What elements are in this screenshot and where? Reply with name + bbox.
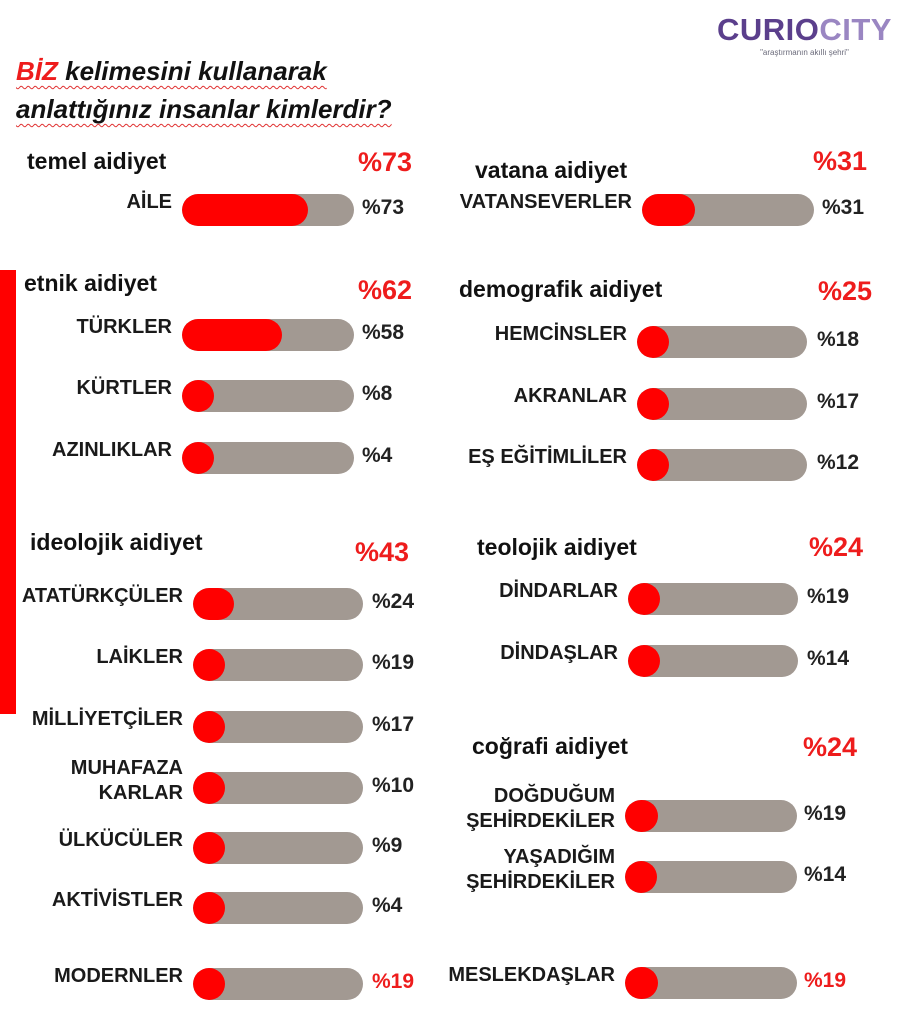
bar-track-muhafaza-karlar xyxy=(193,772,363,804)
bar-label-akranlar: AKRANLAR xyxy=(513,385,627,407)
group-total-ideolojik-aidiyet: %43 xyxy=(355,537,410,567)
logo-part-curio: CURIO xyxy=(716,12,820,47)
bar-value-yaşadiğim-şehi-rdeki-ler: %14 xyxy=(804,863,847,886)
bar-fill-mi-lli-yetçi-ler xyxy=(193,711,225,743)
bar-track-akti-vi-stler xyxy=(193,892,363,924)
bar-value-azinliklar: %4 xyxy=(362,444,393,467)
bar-fill-türkler xyxy=(182,319,282,351)
title-line2: anlattığınız insanlar kimlerdir? xyxy=(16,94,392,124)
group-title-etnik-aidiyet: etnik aidiyet xyxy=(24,270,157,296)
bar-value-akti-vi-stler: %4 xyxy=(372,894,403,917)
bar-value-mi-lli-yetçi-ler: %17 xyxy=(372,713,415,736)
bar-track-vatanseverler xyxy=(642,194,814,226)
bar-track-di-ndarlar xyxy=(628,583,798,615)
bar-value-eş-eği-ti-mli-ler: %12 xyxy=(817,451,860,474)
bar-track-ai-le xyxy=(182,194,354,226)
bar-track-eş-eği-ti-mli-ler xyxy=(637,449,807,481)
bar-track-azinliklar xyxy=(182,442,354,474)
bar-fill-muhafaza-karlar xyxy=(193,772,225,804)
bar-value-di-ndarlar: %19 xyxy=(807,585,850,608)
bar-fill-hemci-nsler xyxy=(637,326,669,358)
bar-value-ai-le: %73 xyxy=(362,196,405,219)
bar-label-eş-eği-ti-mli-ler: EŞ EĞİTİMLİLER xyxy=(468,446,627,468)
group-total-temel-aidiyet: %73 xyxy=(358,147,413,177)
bar-track-modernler xyxy=(193,968,363,1000)
bar-value-lai-kler: %19 xyxy=(372,651,415,674)
bar-fill-eş-eği-ti-mli-ler xyxy=(637,449,669,481)
group-title-vatana-aidiyet: vatana aidiyet xyxy=(475,157,628,183)
group-title-teolojik-aidiyet: teolojik aidiyet xyxy=(477,534,637,560)
bar-track-akranlar xyxy=(637,388,807,420)
bar-label-türkler: TÜRKLER xyxy=(76,316,172,338)
bar-track-yaşadiğim-şehi-rdeki-ler xyxy=(625,861,797,893)
bar-fill-azinliklar xyxy=(182,442,214,474)
logo-part-city: CITY xyxy=(819,12,892,47)
bar-fill-kürtler xyxy=(182,380,214,412)
group-total-demografik-aidiyet: %25 xyxy=(818,276,873,306)
bar-fill-ülkücüler xyxy=(193,832,225,864)
bar-fill-vatanseverler xyxy=(642,194,695,226)
group-title-temel-aidiyet: temel aidiyet xyxy=(27,148,167,174)
bar-value-doğduğum-şehi-rdeki-ler: %19 xyxy=(804,802,847,825)
bar-fill-modernler xyxy=(193,968,225,1000)
bar-track-atatürkçüler xyxy=(193,588,363,620)
group-title-coğrafi-aidiyet: coğrafi aidiyet xyxy=(472,733,628,759)
bar-value-meslekdaşlar: %19 xyxy=(804,969,847,992)
bar-value-ülkücüler: %9 xyxy=(372,834,403,857)
bar-label-muhafaza-karlar: MUHAFAZA KARLAR xyxy=(70,757,183,804)
bar-fill-lai-kler xyxy=(193,649,225,681)
bar-track-mi-lli-yetçi-ler xyxy=(193,711,363,743)
bar-track-ülkücüler xyxy=(193,832,363,864)
bar-label-hemci-nsler: HEMCİNSLER xyxy=(494,323,627,345)
bar-label-di-ndaşlar: DİNDAŞLAR xyxy=(500,642,618,664)
bar-value-kürtler: %8 xyxy=(362,382,393,405)
bar-label-atatürkçüler: ATATÜRKÇÜLER xyxy=(21,585,183,607)
group-total-teolojik-aidiyet: %24 xyxy=(809,532,864,562)
bar-label-kürtler: KÜRTLER xyxy=(76,377,172,399)
bar-fill-di-ndarlar xyxy=(628,583,660,615)
bar-fill-di-ndaşlar xyxy=(628,645,660,677)
bar-value-di-ndaşlar: %14 xyxy=(807,647,850,670)
logo-wordmark xyxy=(717,14,892,45)
bar-value-modernler: %19 xyxy=(372,970,415,993)
bar-value-muhafaza-karlar: %10 xyxy=(372,774,415,797)
bar-track-meslekdaşlar xyxy=(625,967,797,999)
bar-label-di-ndarlar: DİNDARLAR xyxy=(499,580,618,602)
bar-track-kürtler xyxy=(182,380,354,412)
bar-label-modernler: MODERNLER xyxy=(54,965,183,987)
title-highlight: BİZ xyxy=(16,56,58,86)
bar-label-yaşadiğim-şehi-rdeki-ler: YAŞADIĞIM ŞEHİRDEKİLER xyxy=(466,846,615,893)
bar-track-doğduğum-şehi-rdeki-ler xyxy=(625,800,797,832)
bar-value-hemci-nsler: %18 xyxy=(817,328,860,351)
group-total-vatana-aidiyet: %31 xyxy=(813,146,868,176)
bar-fill-akranlar xyxy=(637,388,669,420)
bar-track-hemci-nsler xyxy=(637,326,807,358)
bar-value-türkler: %58 xyxy=(362,321,405,344)
title-rest: kelimesini kullanarak xyxy=(57,56,327,86)
bar-label-akti-vi-stler: AKTİVİSTLER xyxy=(51,889,183,911)
curiocity-logo xyxy=(717,14,892,57)
bar-label-doğduğum-şehi-rdeki-ler: DOĞDUĞUM ŞEHİRDEKİLER xyxy=(466,785,615,832)
bar-fill-yaşadiğim-şehi-rdeki-ler xyxy=(625,861,657,893)
bar-track-lai-kler xyxy=(193,649,363,681)
bar-fill-meslekdaşlar xyxy=(625,967,658,999)
bar-label-vatanseverler: VATANSEVERLER xyxy=(459,191,632,213)
bar-label-mi-lli-yetçi-ler: MİLLİYETÇİLER xyxy=(31,708,183,730)
bar-track-di-ndaşlar xyxy=(628,645,798,677)
bar-track-türkler xyxy=(182,319,354,351)
group-total-coğrafi-aidiyet: %24 xyxy=(803,732,858,762)
bar-fill-ai-le xyxy=(182,194,308,226)
group-title-ideolojik-aidiyet: ideolojik aidiyet xyxy=(30,529,203,555)
bar-value-akranlar: %17 xyxy=(817,390,860,413)
page-title xyxy=(16,52,392,128)
group-total-etnik-aidiyet: %62 xyxy=(358,275,413,305)
bar-value-atatürkçüler: %24 xyxy=(372,590,415,613)
bar-label-azinliklar: AZINLIKLAR xyxy=(52,439,172,461)
bar-value-vatanseverler: %31 xyxy=(822,196,865,219)
bar-fill-doğduğum-şehi-rdeki-ler xyxy=(625,800,658,832)
logo-tagline: "araştırmanın akıllı şehri" xyxy=(760,48,849,57)
bar-fill-atatürkçüler xyxy=(193,588,234,620)
bar-label-meslekdaşlar: MESLEKDAŞLAR xyxy=(448,964,615,986)
bar-label-ai-le: AİLE xyxy=(126,191,172,213)
side-accent-bar xyxy=(0,270,16,714)
bar-label-lai-kler: LAİKLER xyxy=(96,646,183,668)
bar-fill-akti-vi-stler xyxy=(193,892,225,924)
group-title-demografik-aidiyet: demografik aidiyet xyxy=(459,276,663,302)
bar-label-ülkücüler: ÜLKÜCÜLER xyxy=(58,829,183,851)
